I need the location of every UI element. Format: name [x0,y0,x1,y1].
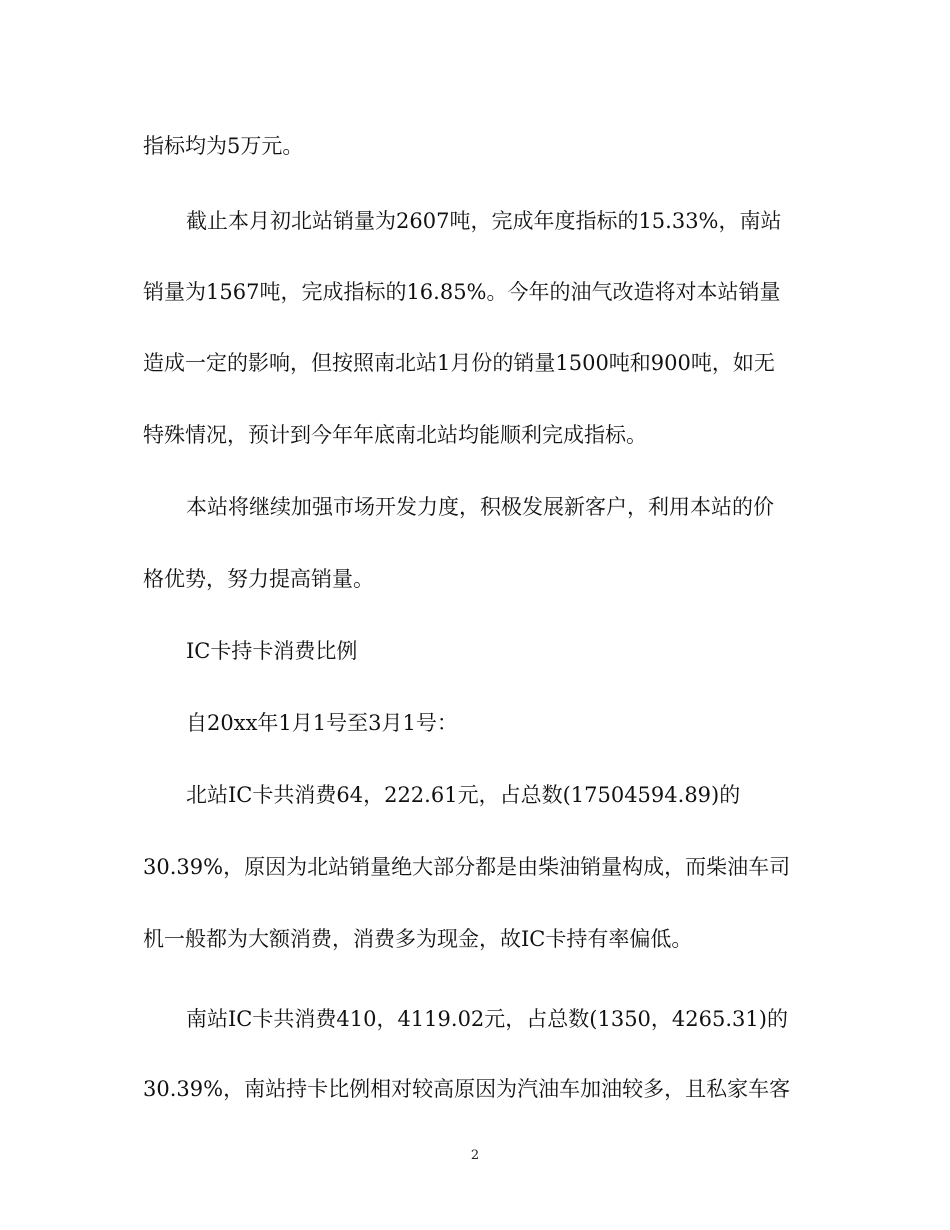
paragraph-market-development: 本站将继续加强市场开发力度，积极发展新客户，利用本站的价 [186,495,774,519]
section-heading-ic-card: IC卡持卡消费比例 [186,639,358,663]
text-line: 机一般都为大额消费，消费多为现金，故IC卡持有率偏低。 [143,927,693,951]
text-line: 格优势，努力提高销量。 [143,567,374,591]
text-line: 30.39%，原因为北站销量绝大部分都是由柴油销量构成，而柴油车司 [143,855,791,879]
paragraph-south-station: 南站IC卡共消费410，4119.02元，占总数(1350，4265.31)的 [186,1007,788,1031]
text-line: 销量为1567吨，完成指标的16.85%。今年的油气改造将对本站销量 [143,280,781,304]
text-line: 特殊情况，预计到今年年底南北站均能顺利完成指标。 [143,423,647,447]
paragraph-sales-progress: 截止本月初北站销量为2607吨，完成年度指标的15.33%，南站 [186,209,782,233]
text-line: 30.39%，南站持卡比例相对较高原因为汽油车加油较多，且私家车客 [143,1077,791,1101]
page-number: 2 [470,1148,480,1163]
paragraph-north-station: 北站IC卡共消费64，222.61元，占总数(17504594.89)的 [186,783,741,807]
text-line: 指标均为5万元。 [143,134,304,158]
date-range-line: 自20xx年1月1号至3月1号： [186,711,458,735]
text-line: 造成一定的影响，但按照南北站1月份的销量1500吨和900吨，如无 [143,351,775,375]
